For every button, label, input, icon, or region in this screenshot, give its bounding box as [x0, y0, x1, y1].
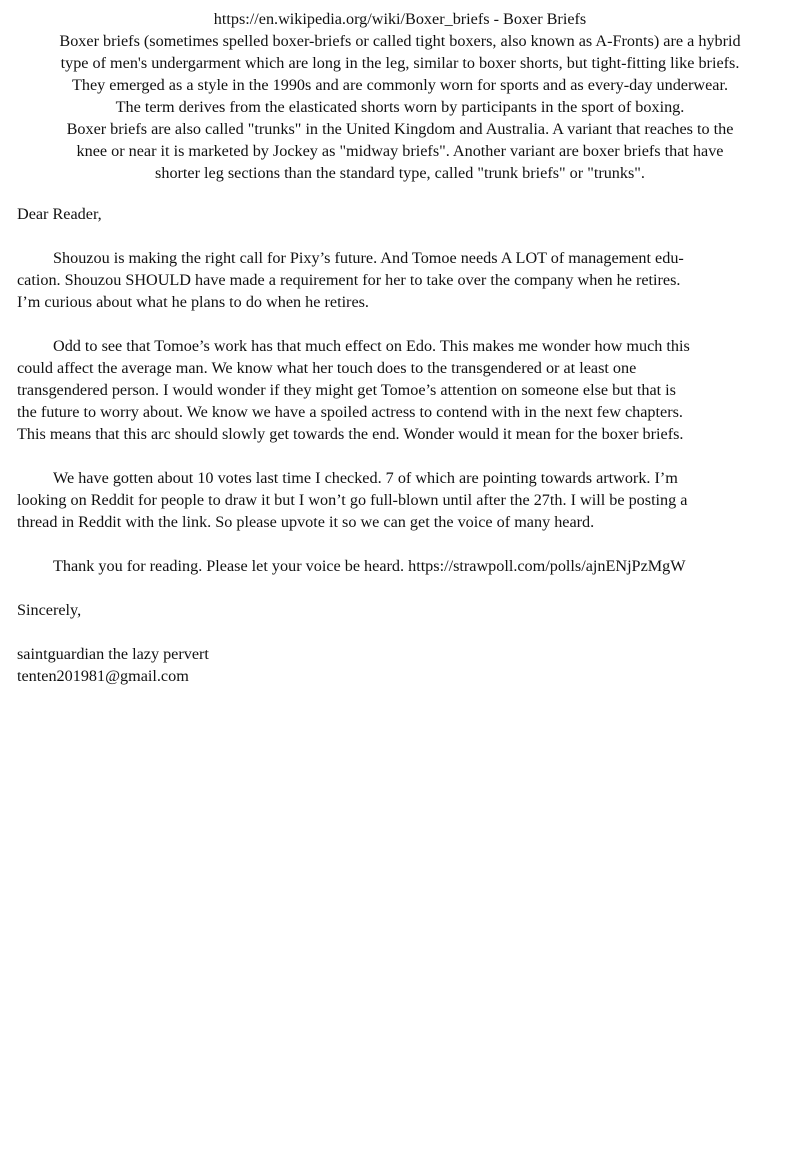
paragraph-line: cation. Shouzou SHOULD have made a requirement for her to take over the company when he retires.: [17, 271, 681, 289]
excerpt-line: Boxer briefs (sometimes spelled boxer-briefs or called tight boxers, also known as A-Fronts) are a hybrid: [59, 32, 741, 50]
excerpt-line: Boxer briefs are also called "trunks" in the United Kingdom and Australia. A variant that reaches to the: [66, 120, 734, 138]
paragraph-line: the future to worry about. We know we have a spoiled actress to contend with in the next few chapters.: [17, 403, 683, 421]
excerpt-line: knee or near it is marketed by Jockey as "midway briefs". Another variant are boxer briefs that have: [76, 142, 724, 160]
wikipedia-excerpt: [10, 8, 790, 184]
signature: [17, 643, 787, 687]
paragraph-1: [17, 247, 787, 313]
excerpt-line: They emerged as a style in the 1990s and are commonly worn for sports and as every-day underwear.: [72, 76, 728, 94]
paragraph-2: [17, 335, 787, 445]
paragraph-3: [17, 467, 787, 533]
closing: Sincerely,: [17, 601, 82, 619]
letter-body: [17, 203, 787, 687]
signature-name: saintguardian the lazy pervert: [17, 645, 209, 663]
paragraph-line: transgendered person. I would wonder if they might get Tomoe’s attention on someone else but that is: [17, 381, 676, 399]
paragraph-line: Shouzou is making the right call for Pixy’s future. And Tomoe needs A LOT of management edu-: [53, 249, 684, 267]
paragraph-line: thread in Reddit with the link. So please upvote it so we can get the voice of many heard.: [17, 513, 595, 531]
excerpt-line: type of men's undergarment which are long in the leg, similar to boxer shorts, but tight-fitting like briefs.: [60, 54, 740, 72]
excerpt-line: The term derives from the elasticated shorts worn by participants in the sport of boxing.: [115, 98, 685, 116]
excerpt-line: shorter leg sections than the standard type, called "trunk briefs" or "trunks".: [155, 164, 645, 182]
signature-email: tenten201981@gmail.com: [17, 667, 189, 685]
paragraph-line: Thank you for reading. Please let your voice be heard. https://strawpoll.com/polls/ajnENjPzMgW: [53, 557, 686, 575]
paragraph-line: could affect the average man. We know what her touch does to the transgendered or at least one: [17, 359, 637, 377]
paragraph-line: We have gotten about 10 votes last time I checked. 7 of which are pointing towards artwork. I’m: [53, 469, 678, 487]
paragraph-line: I’m curious about what he plans to do when he retires.: [17, 293, 369, 311]
salutation: Dear Reader,: [17, 205, 102, 223]
paragraph-4: [17, 555, 787, 577]
paragraph-line: looking on Reddit for people to draw it but I won’t go full-blown until after the 27th. I will be posting a: [17, 491, 688, 509]
source-line: https://en.wikipedia.org/wiki/Boxer_briefs - Boxer Briefs: [213, 10, 587, 28]
paragraph-line: Odd to see that Tomoe’s work has that much effect on Edo. This makes me wonder how much this: [53, 337, 690, 355]
paragraph-line: This means that this arc should slowly get towards the end. Wonder would it mean for the boxer briefs.: [17, 425, 684, 443]
